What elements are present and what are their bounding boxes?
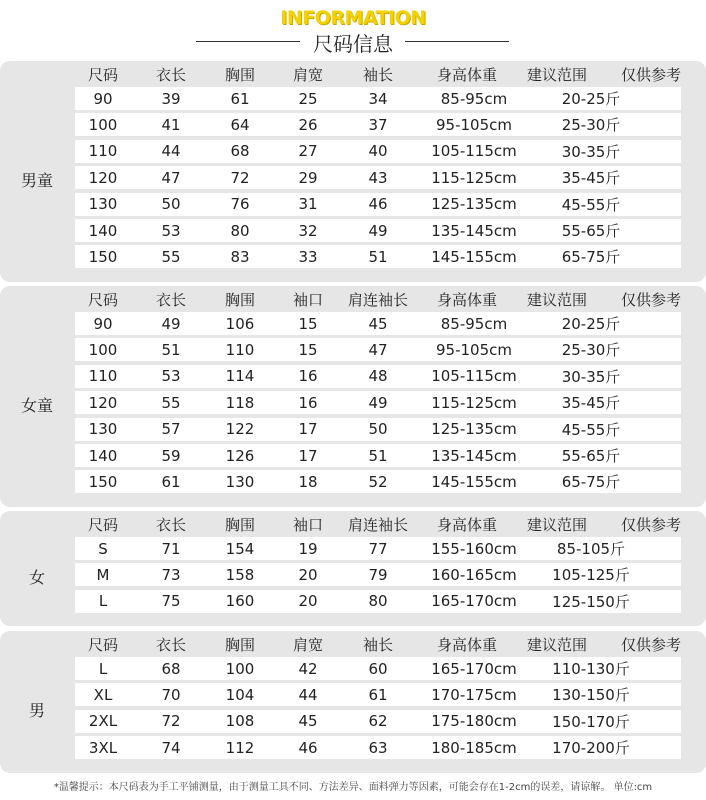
table-cell: 175-180cm bbox=[431, 712, 517, 731]
column-header: 仅供参考 bbox=[620, 290, 681, 309]
table-cell: 33 bbox=[298, 247, 318, 266]
table-cell: 37 bbox=[368, 115, 388, 134]
table-cell: 150-170斤 bbox=[552, 712, 630, 731]
table-cell: 57 bbox=[161, 420, 181, 439]
column-header: 袖口 bbox=[292, 290, 323, 309]
table-cell: 65-75斤 bbox=[561, 473, 621, 492]
column-header: 胸围 bbox=[224, 290, 255, 309]
table-cell: 122 bbox=[225, 420, 255, 439]
table-cell: 104 bbox=[225, 685, 255, 704]
table-cell: 64 bbox=[230, 115, 250, 134]
column-header: 建议范围 bbox=[526, 515, 587, 534]
table-cell: 30-35斤 bbox=[561, 142, 621, 161]
table-row bbox=[75, 338, 681, 361]
table-cell: L bbox=[98, 592, 108, 611]
size-section bbox=[0, 61, 706, 282]
table-cell: 68 bbox=[161, 659, 181, 678]
table-cell: 43 bbox=[368, 168, 388, 187]
table-header-row bbox=[0, 61, 706, 87]
table-cell: 125-135cm bbox=[431, 195, 517, 214]
table-cell: 90 bbox=[93, 314, 113, 333]
column-header: 袖长 bbox=[362, 65, 393, 84]
table-row bbox=[75, 563, 681, 586]
table-cell: 30-35斤 bbox=[561, 367, 621, 386]
table-cell: 55 bbox=[161, 247, 181, 266]
column-header: 袖长 bbox=[362, 635, 393, 654]
column-header: 建议范围 bbox=[526, 635, 587, 654]
column-header: 衣长 bbox=[155, 635, 186, 654]
column-header: 肩连袖长 bbox=[347, 290, 408, 309]
column-header: 身高体重 bbox=[436, 65, 497, 84]
table-row bbox=[75, 590, 681, 613]
table-cell: 29 bbox=[298, 168, 318, 187]
column-header: 建议范围 bbox=[526, 65, 587, 84]
table-cell: 40 bbox=[368, 142, 388, 161]
table-cell: 44 bbox=[161, 142, 181, 161]
table-cell: 140 bbox=[88, 446, 118, 465]
table-cell: S bbox=[98, 539, 108, 558]
column-header: 仅供参考 bbox=[620, 635, 681, 654]
table-cell: 45-55斤 bbox=[561, 195, 621, 214]
table-cell: 114 bbox=[225, 367, 255, 386]
table-cell: 20 bbox=[298, 592, 318, 611]
table-cell: 68 bbox=[230, 142, 250, 161]
table-cell: 105-115cm bbox=[431, 367, 517, 386]
information-logo-text: INFORMATION bbox=[280, 7, 426, 29]
table-cell: 130 bbox=[88, 420, 118, 439]
page-title: 尺码信息 bbox=[313, 32, 393, 56]
table-cell: 80 bbox=[368, 592, 388, 611]
table-cell: 77 bbox=[368, 539, 388, 558]
table-row bbox=[75, 365, 681, 388]
table-cell: 42 bbox=[298, 659, 318, 678]
table-cell: 180-185cm bbox=[431, 738, 517, 757]
size-section bbox=[0, 286, 706, 507]
column-header: 肩连袖长 bbox=[347, 515, 408, 534]
table-cell: 72 bbox=[230, 168, 250, 187]
table-cell: 150 bbox=[88, 472, 118, 491]
table-cell: 53 bbox=[161, 367, 181, 386]
table-cell: 47 bbox=[161, 168, 181, 187]
table-header-row bbox=[0, 286, 706, 312]
table-cell: 160 bbox=[225, 592, 255, 611]
table-cell: 25 bbox=[298, 89, 318, 108]
table-header-row bbox=[0, 511, 706, 537]
table-cell: 16 bbox=[298, 393, 318, 412]
section-label: 女童 bbox=[20, 395, 53, 415]
table-cell: 46 bbox=[368, 195, 388, 214]
table-cell: 63 bbox=[368, 738, 388, 757]
table-cell: 55-65斤 bbox=[561, 222, 621, 240]
table-header-row bbox=[0, 631, 706, 657]
table-row bbox=[75, 657, 681, 680]
table-cell: 59 bbox=[161, 446, 181, 465]
table-cell: 45-55斤 bbox=[561, 420, 621, 439]
table-cell: 112 bbox=[225, 738, 255, 757]
table-cell: 73 bbox=[161, 565, 181, 584]
table-row bbox=[75, 166, 681, 189]
table-cell: 115-125cm bbox=[431, 393, 517, 412]
table-cell: 16 bbox=[298, 367, 318, 386]
table-cell: 95-105cm bbox=[436, 115, 512, 134]
table-cell: 110 bbox=[225, 340, 255, 359]
table-cell: 17 bbox=[298, 446, 318, 465]
table-cell: 15 bbox=[298, 314, 318, 333]
table-cell: 50 bbox=[161, 195, 181, 214]
table-cell: 47 bbox=[368, 340, 388, 359]
table-cell: 25-30斤 bbox=[561, 116, 621, 135]
footnote: *温馨提示：本尺码表为手工平铺测量，由于测量工具不同、方法差异、面料弹力等因素，可能会存在1-2cm的误差，请谅解。 单位:cm bbox=[53, 782, 653, 793]
table-row bbox=[75, 391, 681, 414]
table-cell: 41 bbox=[161, 115, 181, 134]
table-row bbox=[75, 193, 681, 216]
table-cell: 105-125斤 bbox=[552, 566, 630, 585]
table-cell: 61 bbox=[230, 89, 250, 108]
table-cell: 150 bbox=[88, 247, 118, 266]
table-cell: 165-170cm bbox=[431, 592, 517, 611]
column-header: 胸围 bbox=[224, 635, 255, 654]
column-header: 胸围 bbox=[224, 515, 255, 534]
table-cell: 49 bbox=[368, 393, 388, 412]
table-cell: 44 bbox=[298, 685, 318, 704]
table-cell: 49 bbox=[368, 221, 388, 240]
table-cell: 51 bbox=[368, 446, 388, 465]
table-row bbox=[75, 537, 681, 560]
table-cell: 120 bbox=[88, 168, 118, 187]
table-cell: M bbox=[96, 565, 110, 584]
table-cell: 19 bbox=[298, 539, 318, 558]
table-cell: 145-155cm bbox=[431, 247, 517, 266]
table-cell: 110-130斤 bbox=[552, 660, 630, 678]
table-cell: 45 bbox=[368, 314, 388, 333]
table-cell: 120 bbox=[88, 393, 118, 412]
table-row bbox=[75, 710, 681, 733]
table-row bbox=[75, 219, 681, 242]
table-cell: 100 bbox=[88, 340, 118, 359]
column-header: 衣长 bbox=[155, 290, 186, 309]
table-cell: 130-150斤 bbox=[552, 686, 630, 705]
table-cell: 106 bbox=[225, 314, 255, 333]
column-header: 胸围 bbox=[224, 65, 255, 84]
table-cell: XL bbox=[93, 685, 113, 704]
column-header: 肩宽 bbox=[292, 635, 323, 654]
column-header: 身高体重 bbox=[436, 290, 497, 309]
column-header: 尺码 bbox=[87, 65, 118, 84]
table-cell: 100 bbox=[88, 115, 118, 134]
table-cell: 115-125cm bbox=[431, 168, 517, 187]
column-header: 衣长 bbox=[155, 65, 186, 84]
table-cell: 25-30斤 bbox=[561, 341, 621, 360]
table-cell: 79 bbox=[368, 565, 388, 584]
table-cell: 18 bbox=[298, 472, 318, 491]
table-row bbox=[75, 736, 681, 759]
table-cell: 165-170cm bbox=[431, 659, 517, 678]
table-cell: 20-25斤 bbox=[561, 90, 621, 108]
table-cell: 75 bbox=[161, 592, 181, 611]
table-cell: 85-95cm bbox=[440, 314, 508, 333]
subtitle-row bbox=[0, 28, 706, 56]
column-header: 建议范围 bbox=[526, 290, 587, 309]
table-cell: 71 bbox=[161, 539, 181, 558]
table-cell: 65-75斤 bbox=[561, 248, 621, 267]
table-cell: 100 bbox=[225, 659, 255, 678]
table-row bbox=[75, 87, 681, 110]
table-cell: 72 bbox=[161, 712, 181, 731]
size-section bbox=[0, 631, 706, 773]
table-row bbox=[75, 245, 681, 268]
table-cell: 108 bbox=[225, 712, 255, 731]
table-row bbox=[75, 140, 681, 163]
table-cell: 76 bbox=[230, 195, 250, 214]
table-cell: 32 bbox=[298, 221, 318, 240]
table-cell: 140 bbox=[88, 221, 118, 240]
table-cell: 85-95cm bbox=[440, 89, 508, 108]
table-cell: 145-155cm bbox=[431, 472, 517, 491]
table-cell: 61 bbox=[161, 472, 181, 491]
column-header: 袖口 bbox=[292, 515, 323, 534]
table-cell: 110 bbox=[88, 367, 118, 386]
table-cell: 154 bbox=[225, 539, 255, 558]
table-cell: 85-105斤 bbox=[556, 540, 626, 558]
table-cell: 74 bbox=[161, 738, 181, 757]
table-cell: 135-145cm bbox=[431, 221, 517, 240]
table-cell: 158 bbox=[225, 565, 255, 584]
table-cell: 70 bbox=[161, 685, 181, 704]
table-cell: 90 bbox=[93, 89, 113, 108]
section-label: 男童 bbox=[20, 170, 53, 190]
table-row bbox=[75, 113, 681, 136]
table-cell: 130 bbox=[88, 195, 118, 214]
table-cell: 31 bbox=[298, 195, 318, 214]
table-cell: 60 bbox=[368, 659, 388, 678]
table-cell: 49 bbox=[161, 314, 181, 333]
table-cell: 130 bbox=[225, 472, 255, 491]
table-cell: 35-45斤 bbox=[561, 394, 621, 413]
table-cell: 125-135cm bbox=[431, 420, 517, 439]
table-cell: 61 bbox=[368, 685, 388, 704]
table-cell: 48 bbox=[368, 367, 388, 386]
table-row bbox=[75, 418, 681, 441]
table-cell: 135-145cm bbox=[431, 446, 517, 465]
table-row bbox=[75, 470, 681, 493]
table-row bbox=[75, 444, 681, 467]
column-header: 尺码 bbox=[87, 635, 118, 654]
table-cell: 55-65斤 bbox=[561, 447, 621, 465]
table-cell: 39 bbox=[161, 89, 181, 108]
table-cell: 46 bbox=[298, 738, 318, 757]
table-cell: 125-150斤 bbox=[552, 592, 630, 611]
table-cell: 83 bbox=[230, 247, 250, 266]
column-header: 衣长 bbox=[155, 515, 186, 534]
table-cell: 118 bbox=[225, 393, 255, 412]
table-cell: 20-25斤 bbox=[561, 315, 621, 333]
table-cell: 34 bbox=[368, 89, 388, 108]
column-header: 尺码 bbox=[87, 515, 118, 534]
table-cell: 35-45斤 bbox=[561, 169, 621, 188]
table-cell: 3XL bbox=[88, 738, 118, 757]
table-cell: 51 bbox=[368, 247, 388, 266]
table-cell: 20 bbox=[298, 565, 318, 584]
header bbox=[0, 0, 706, 56]
column-header: 仅供参考 bbox=[620, 65, 681, 84]
table-cell: 15 bbox=[298, 340, 318, 359]
table-cell: 62 bbox=[368, 712, 388, 731]
size-section bbox=[0, 511, 706, 626]
table-cell: 52 bbox=[368, 472, 388, 491]
column-header: 肩宽 bbox=[292, 65, 323, 84]
column-header: 尺码 bbox=[87, 290, 118, 309]
table-cell: 17 bbox=[298, 420, 318, 439]
table-cell: 170-200斤 bbox=[552, 739, 630, 758]
table-cell: 155-160cm bbox=[431, 539, 517, 558]
table-cell: 126 bbox=[225, 446, 255, 465]
table-cell: 27 bbox=[298, 142, 318, 161]
table-cell: 51 bbox=[161, 340, 181, 359]
table-row bbox=[75, 312, 681, 335]
column-header: 仅供参考 bbox=[620, 515, 681, 534]
table-cell: 160-165cm bbox=[431, 565, 517, 584]
table-cell: L bbox=[98, 659, 108, 678]
table-cell: 105-115cm bbox=[431, 142, 517, 161]
table-cell: 45 bbox=[298, 712, 318, 731]
table-cell: 53 bbox=[161, 221, 181, 240]
table-cell: 170-175cm bbox=[431, 685, 517, 704]
section-label: 男 bbox=[28, 701, 45, 721]
table-cell: 50 bbox=[368, 420, 388, 439]
table-cell: 110 bbox=[88, 142, 118, 161]
table-cell: 95-105cm bbox=[436, 340, 512, 359]
divider-right bbox=[405, 41, 509, 42]
table-row bbox=[75, 683, 681, 706]
column-header: 身高体重 bbox=[436, 635, 497, 654]
section-label: 女 bbox=[28, 568, 45, 588]
table-cell: 26 bbox=[298, 115, 318, 134]
table-cell: 55 bbox=[161, 393, 181, 412]
table-cell: 2XL bbox=[88, 712, 118, 731]
table-cell: 80 bbox=[230, 221, 250, 240]
column-header: 身高体重 bbox=[436, 515, 497, 534]
